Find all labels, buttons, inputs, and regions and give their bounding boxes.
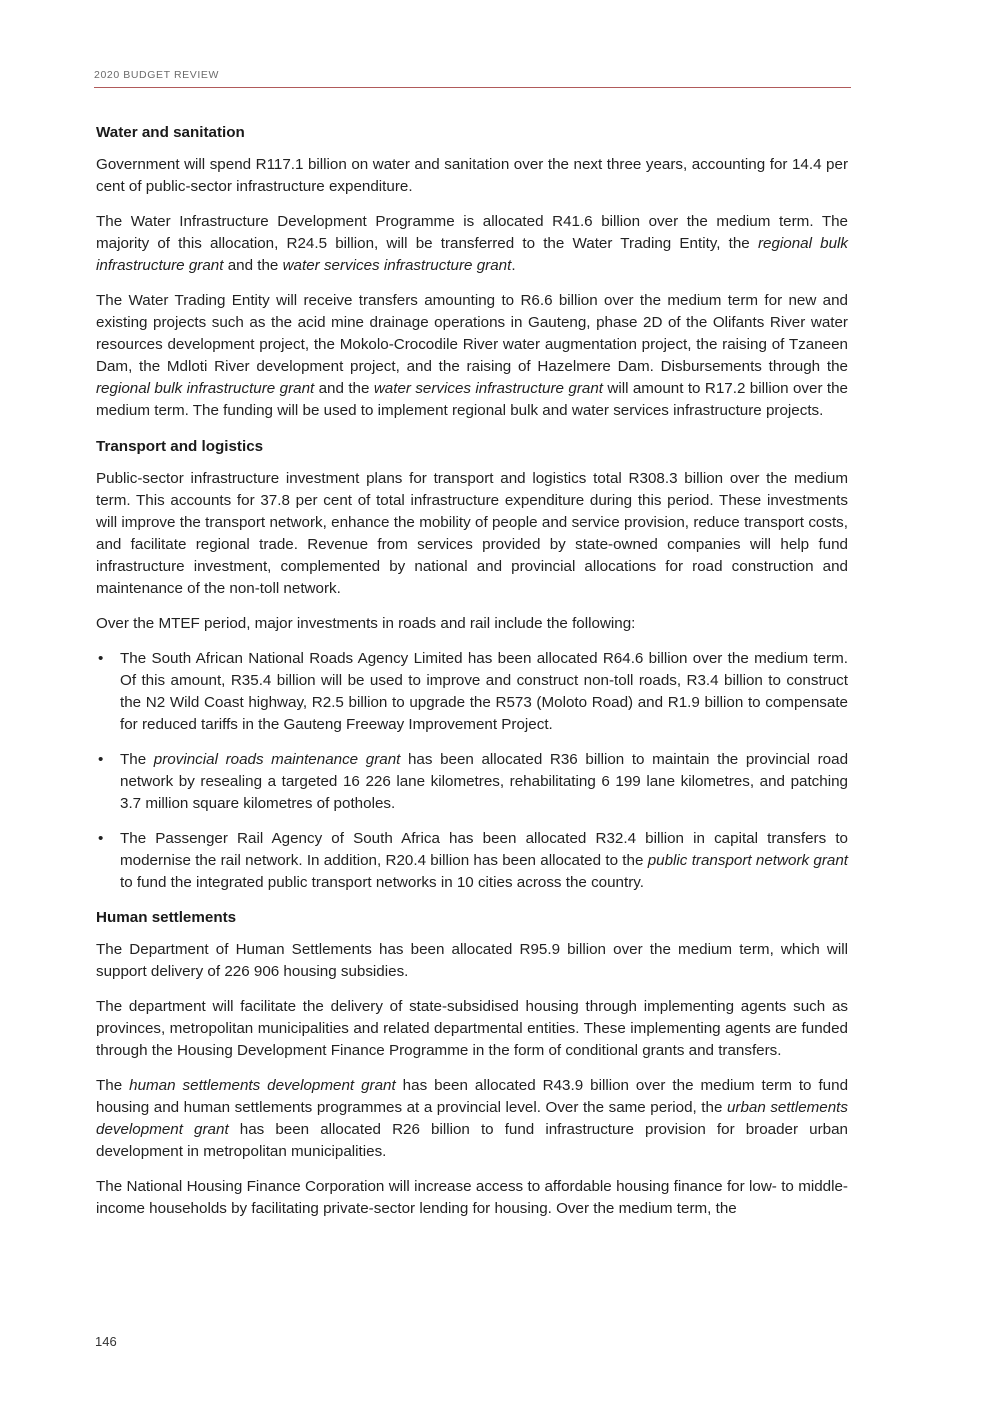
section-heading-water: Water and sanitation (96, 124, 245, 141)
header-rule (94, 87, 851, 88)
human-paragraph-4: The National Housing Finance Corporation will increase access to affordable housing finance for low- to middle-income households by facilitating private-sector lending for housing. Over the medium term, the (96, 1178, 848, 1217)
grant-name: water services infrastructure grant (373, 380, 603, 397)
page-body (96, 122, 848, 1233)
human-paragraph-2: The department will facilitate the delivery of state-subsidised housing through implementing agents such as provinces, metropolitan municipalities and related departmental entities. These implementing agents are funded through the Housing Development Finance Programme in the form of conditional grants and transfers. (96, 998, 848, 1059)
transport-paragraph-2: Over the MTEF period, major investments in roads and rail include the following: (96, 615, 636, 632)
grant-name: water services infrastructure grant (282, 257, 512, 274)
running-header: 2020 BUDGET REVIEW (94, 69, 219, 81)
section-heading-human-settlements: Human settlements (96, 909, 237, 926)
transport-bullet-list (96, 648, 848, 894)
water-paragraph-1: Government will spend R117.1 billion on water and sanitation over the next three years, accounting for 14.4 per cent of public-sector infrastructure expenditure. (96, 156, 848, 195)
bullet-icon: • (98, 830, 104, 847)
human-paragraph-3: The human settlements development grant has been allocated R43.9 billion over the medium term to fund housing and human settlements programmes at a provincial level. Over the same period, the urban settlements development grant has been allocated R26 billion to fund infrastructure provision for broader urban development in metropolitan municipalities. (96, 1077, 849, 1160)
grant-name: public transport network grant (647, 852, 848, 869)
list-item: • The provincial roads maintenance grant has been allocated R36 billion to maintain the provincial road network by resealing a targeted 16 226 lane kilometres, rehabilitating 6 199 lane kilometres, and patching 3.7 million square kilometres of potholes. (98, 751, 849, 812)
section-heading-transport: Transport and logistics (96, 438, 264, 455)
page-number: 146 (95, 1334, 117, 1349)
bullet-icon: • (98, 751, 104, 768)
grant-name: regional bulk infrastructure grant (96, 235, 849, 274)
grant-name: regional bulk infrastructure grant (96, 380, 315, 397)
human-paragraph-1: The Department of Human Settlements has been allocated R95.9 billion over the medium term, which will support delivery of 226 906 housing subsidies. (96, 941, 848, 980)
water-paragraph-3: The Water Trading Entity will receive transfers amounting to R6.6 billion over the medium term for new and existing projects such as the acid mine drainage operations in Gauteng, phase 2D of the Olifants River water resources development project, the Mokolo-Crocodile River water augmentation project, the raising of Tzaneen Dam, the Mdloti River development project, and the raising of Hazelmere Dam. Disbursements through the regional bulk infrastructure grant and the water services infrastructure grant will amount to R17.2 billion over the medium term. The funding will be used to implement regional bulk and water services infrastructure projects. (96, 292, 848, 419)
grant-name: urban settlements development grant (96, 1099, 848, 1138)
grant-name: provincial roads maintenance grant (153, 751, 401, 768)
list-item: • The South African National Roads Agency Limited has been allocated R64.6 billion over the medium term. Of this amount, R35.4 billion will be used to improve and construct non-toll roads, R3.4 billion to construct the N2 Wild Coast highway, R2.5 billion to upgrade the R573 (Moloto Road) and R1.9 billion to compensate for reduced tariffs in the Gauteng Freeway Improvement Project. (98, 650, 848, 733)
list-item: • The Passenger Rail Agency of South Africa has been allocated R32.4 billion in capital transfers to modernise the rail network. In addition, R20.4 billion has been allocated to the public transport network grant to fund the integrated public transport networks in 10 cities across the country. (98, 830, 848, 891)
water-paragraph-2: The Water Infrastructure Development Programme is allocated R41.6 billion over the medium term. The majority of this allocation, R24.5 billion, will be transferred to the Water Trading Entity, the regional bulk infrastructure grant and the water services infrastructure grant. (96, 213, 849, 274)
grant-name: human settlements development grant (129, 1077, 396, 1094)
bullet-icon: • (98, 650, 104, 667)
transport-paragraph-1: Public-sector infrastructure investment plans for transport and logistics total R308.3 billion over the medium term. This accounts for 37.8 per cent of total infrastructure expenditure during this period. These investments will improve the transport network, enhance the mobility of people and service provision, reduce transport costs, and facilitate regional trade. Revenue from services provided by state-owned companies will help fund infrastructure investment, complemented by national and provincial allocations for road construction and maintenance of the non-toll network. (96, 470, 848, 597)
